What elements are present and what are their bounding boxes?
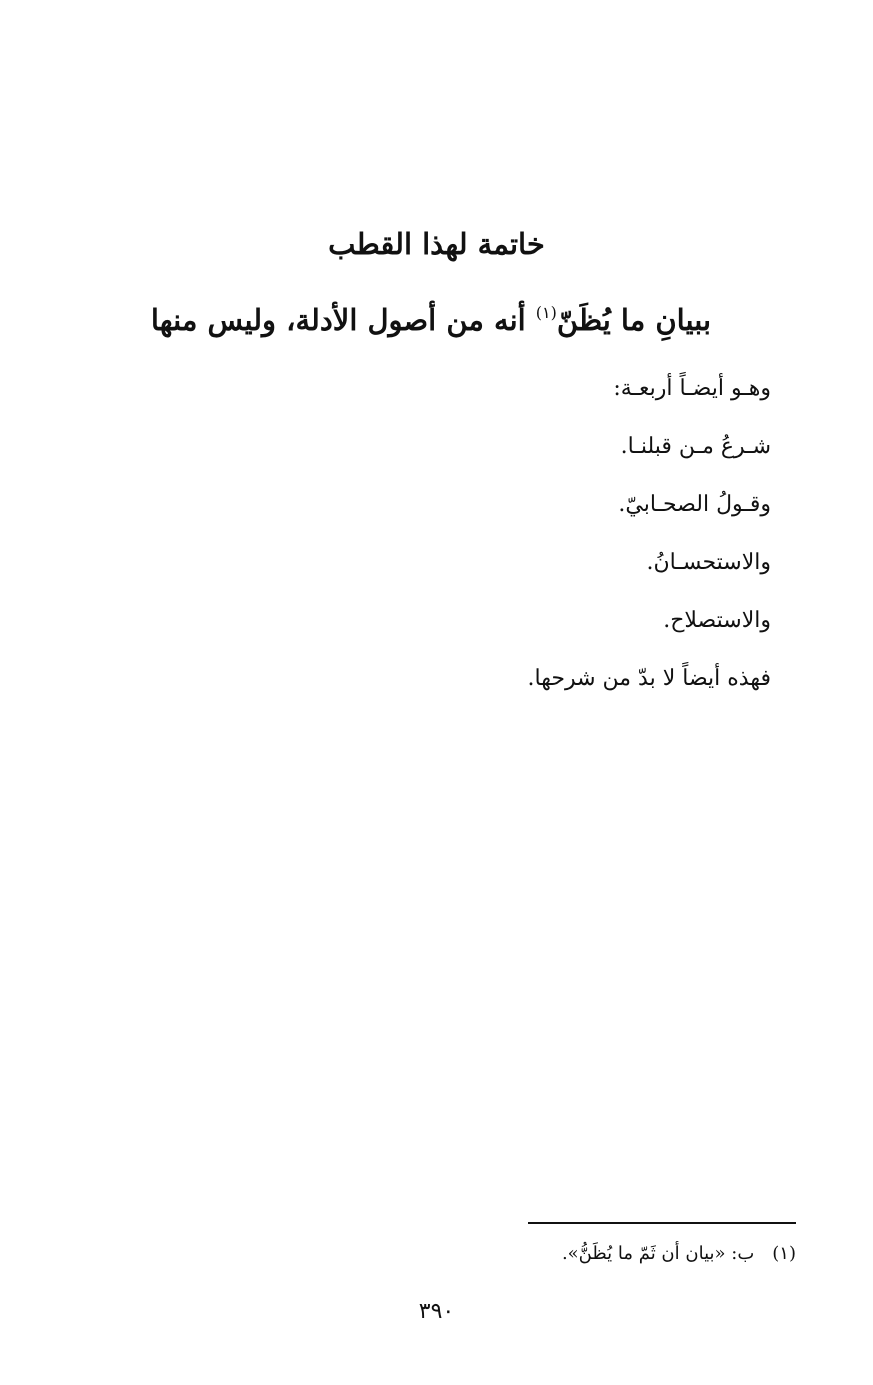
page-number: ٣٩٠ xyxy=(418,1299,455,1324)
body-line: وقـولُ الصحـابيّ. xyxy=(618,492,771,517)
chapter-title: خاتمة لهذا القطب xyxy=(328,227,545,261)
body-line: والاستصلاح. xyxy=(663,608,771,633)
footnote-reference-marker: (١) xyxy=(535,303,557,322)
footnote-text: ب: «بيان أن ثَمّ ما يُظَنُّ». xyxy=(561,1243,755,1264)
body-text xyxy=(351,374,771,722)
footnote-divider xyxy=(528,1222,796,1224)
subtitle-text-start: ببيانِ ما يُظَنّ xyxy=(556,303,712,337)
chapter-subtitle xyxy=(111,295,751,345)
body-line: شـرعُ مـن قبلنـا. xyxy=(620,434,771,459)
footnote xyxy=(436,1238,796,1270)
body-line: وهـو أيضـاً أربعـة: xyxy=(613,376,771,401)
body-line: والاستحسـانُ. xyxy=(646,550,771,575)
subtitle-text-end: أنه من أصول الأدلة، وليس منها xyxy=(150,303,536,337)
footnote-marker: (١) xyxy=(772,1243,796,1264)
body-line: فهذه أيضاً لا بدّ من شرحها. xyxy=(527,666,771,691)
